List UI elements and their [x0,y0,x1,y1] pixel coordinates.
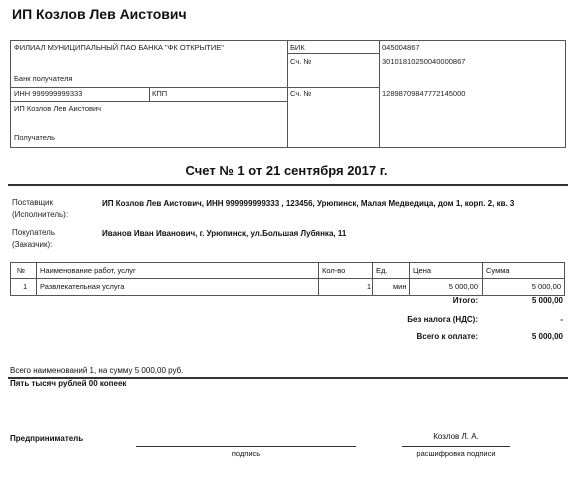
buyer-label-sub: (Заказчик): [12,240,53,249]
row-unit: мин [393,282,407,291]
total-value: 5 000,00 [531,296,563,305]
buyer-label: Покупатель [12,228,55,237]
bank-name: ФИЛИАЛ МУНИЦИПАЛЬНЫЙ ПАО БАНКА "ФК ОТКРЫТИЕ" [14,43,224,52]
row-qty: 1 [366,282,371,291]
invoice-title: Счет № 1 от 21 сентября 2017 г. [185,163,388,178]
pay-value: 5 000,00 [531,332,563,341]
col-header-name: Наименование работ, услуг [40,266,136,275]
col-header-num: № [17,266,26,275]
col-header-qty: Кол-во [322,266,346,275]
total-label: Итого: [452,296,478,305]
bik-value: 045004867 [382,43,420,52]
row-sum: 5 000,00 [531,282,561,291]
row-num: 1 [23,282,28,291]
col-header-sum: Сумма [486,266,510,275]
signature-line [136,446,356,447]
bank-details-table [10,40,566,148]
bik-label: БИК [290,43,305,52]
kpp-label: КПП [152,89,168,98]
divider [8,184,568,186]
row-price: 5 000,00 [448,282,478,291]
summary-text: Всего наименований 1, на сумму 5 000,00 руб. [10,366,184,375]
inn-value: ИНН 999999999333 [14,89,83,98]
decode-line [402,446,510,447]
corr-account-value: 30101810250040000867 [382,57,466,66]
recipient-name: ИП Козлов Лев Аистович [14,104,102,113]
bank-label: Банк получателя [14,74,73,83]
account-label: Сч. № [290,89,312,98]
supplier-value: ИП Козлов Лев Аистович, ИНН 999999999333 , 123456, Урюпинск, Малая Медведица, дом 1, корп. 2, кв. 3 [102,199,515,208]
recipient-label: Получатель [14,133,55,142]
corr-account-label: Сч. № [290,57,312,66]
decode-caption: расшифровка подписи [416,449,496,458]
buyer-value: Иванов Иван Иванович, г. Урюпинск, ул.Большая Лубянка, 11 [102,229,347,238]
signer-name: Козлов Л. А. [433,432,479,441]
items-table [10,262,565,296]
row-name: Развлекательная услуга [40,282,125,291]
amount-in-words: Пять тысяч рублей 00 копеек [10,379,127,388]
col-header-price: Цена [413,266,432,275]
supplier-label-sub: (Исполнитель): [12,210,69,219]
signature-caption: подпись [231,449,261,458]
supplier-label: Поставщик [12,198,54,207]
vat-value: - [560,315,563,324]
account-value: 12898709847772145000 [382,89,466,98]
organization-name: ИП Козлов Лев Аистович [12,6,187,22]
signer-role: Предприниматель [10,434,84,443]
col-header-unit: Ед. [376,266,388,275]
vat-label: Без налога (НДС): [407,315,478,324]
pay-label: Всего к оплате: [416,332,478,341]
